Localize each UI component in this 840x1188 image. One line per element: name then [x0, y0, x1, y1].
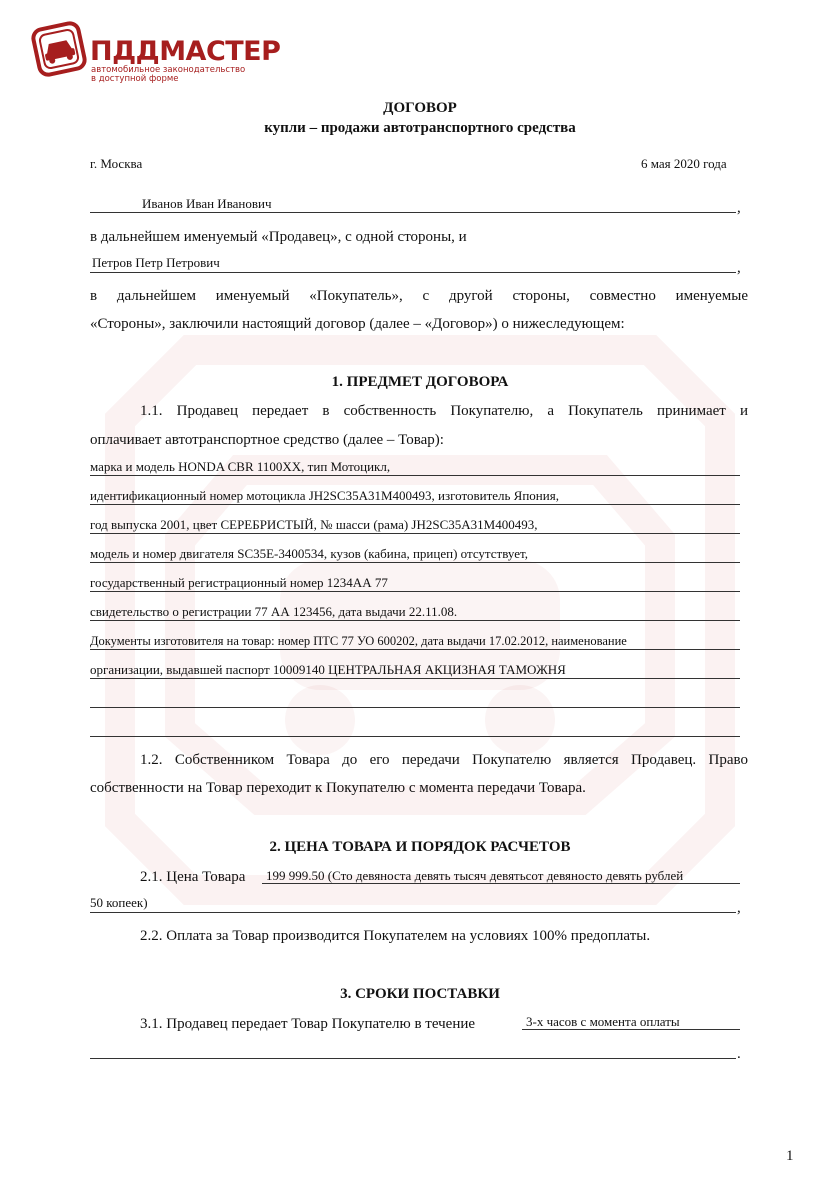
vehicle-underline — [90, 678, 740, 679]
comma: , — [737, 200, 741, 216]
delivery-term-underline — [522, 1029, 740, 1030]
section-3-heading: 3. СРОКИ ПОСТАВКИ — [340, 986, 500, 1002]
buyer-name-field[interactable]: Петров Петр Петрович — [92, 255, 220, 270]
contract-date: 6 мая 2020 года — [641, 156, 727, 171]
price-field-cont[interactable]: 50 копеек) — [90, 895, 148, 910]
delivery-term-field[interactable]: 3-х часов с момента оплаты — [526, 1014, 680, 1029]
logo-tagline: в доступной форме — [91, 74, 179, 84]
vehicle-underline — [90, 620, 740, 621]
price-underline — [262, 883, 740, 884]
parties-conclusion-text: «Стороны», заключили настоящий договор (далее – «Договор») о нижеследующем: — [90, 316, 625, 332]
delivery-term-label: 3.1. Продавец передает Товар Покупателю в течение — [140, 1016, 476, 1032]
section-1-heading: 1. ПРЕДМЕТ ДОГОВОРА — [331, 374, 509, 390]
document-subtitle: купли – продажи автотранспортного средства — [264, 120, 576, 136]
clause-1-2-text-cont: собственности на Товар переходит к Покупателю с момента передачи Товара. — [90, 780, 586, 796]
clause-1-1-text-cont: оплачивает автотранспортное средство (далее – Товар): — [90, 432, 444, 448]
seller-role-text: в дальнейшем именуемый «Продавец», с одной стороны, и — [90, 229, 467, 245]
comma: , — [737, 900, 741, 916]
vehicle-underline — [90, 591, 740, 592]
vehicle-line[interactable]: свидетельство о регистрации 77 АА 123456, дата выдачи 22.11.08. — [90, 604, 458, 619]
vehicle-line[interactable]: организации, выдавшей паспорт 10009140 ЦЕНТРАЛЬНАЯ АКЦИЗНАЯ ТАМОЖНЯ — [90, 662, 566, 677]
vehicle-line[interactable]: год выпуска 2001, цвет СЕРЕБРИСТЫЙ, № шасси (рама) JH2SC35A31M400493, — [90, 517, 538, 532]
section-2-heading: 2. ЦЕНА ТОВАРА И ПОРЯДОК РАСЧЕТОВ — [269, 839, 571, 855]
seller-name-field[interactable]: Иванов Иван Иванович — [142, 196, 272, 211]
vehicle-underline — [90, 475, 740, 476]
price-underline — [90, 912, 736, 913]
vehicle-underline — [90, 533, 740, 534]
vehicle-underline — [90, 562, 740, 563]
price-field[interactable]: 199 999.50 (Сто девяноста девять тысяч девятьсот девяносто девять рублей — [266, 868, 684, 883]
page-number: 1 — [786, 1148, 794, 1164]
logo-car-icon — [30, 18, 88, 80]
logo-name: ПДДМАСТЕР — [90, 36, 281, 67]
city: г. Москва — [90, 156, 143, 171]
vehicle-line[interactable]: идентификационный номер мотоцикла JH2SC35A31M400493, изготовитель Япония, — [90, 488, 559, 503]
vehicle-underline — [90, 504, 740, 505]
clause-2-2-text: 2.2. Оплата за Товар производится Покупателем на условиях 100% предоплаты. — [140, 928, 651, 944]
vehicle-line[interactable]: государственный регистрационный номер 1234АА 77 — [90, 575, 388, 590]
blank-underline[interactable] — [90, 736, 740, 737]
seller-name-line — [90, 212, 736, 213]
buyer-role-text: в дальнейшем именуемый «Покупатель», с другой стороны, совместно именуемые — [90, 288, 748, 304]
blank-underline[interactable] — [90, 707, 740, 708]
price-label: 2.1. Цена Товара — [140, 869, 246, 885]
document-title: ДОГОВОР — [383, 100, 457, 116]
clause-1-1-text: 1.1. Продавец передает в собственность Покупателю, а Покупатель принимает и — [140, 403, 748, 419]
vehicle-line[interactable]: модель и номер двигателя SC35E-3400534, кузов (кабина, прицеп) отсутствует, — [90, 546, 528, 561]
clause-1-2-text: 1.2. Собственником Товара до его передачи Покупателю является Продавец. Право — [140, 752, 748, 768]
blank-underline[interactable] — [90, 1058, 736, 1059]
vehicle-underline — [90, 649, 740, 650]
period: . — [737, 1046, 741, 1062]
vehicle-line[interactable]: Документы изготовителя на товар: номер ПТС 77 УО 600202, дата выдачи 17.02.2012, наименование — [90, 634, 627, 648]
brand-logo — [30, 18, 281, 84]
comma: , — [737, 260, 741, 276]
buyer-name-line — [90, 272, 736, 273]
logo-tagline: автомобильное законодательство — [91, 65, 246, 75]
vehicle-line[interactable]: марка и модель HONDA CBR 1100XX, тип Мотоцикл, — [90, 459, 391, 474]
